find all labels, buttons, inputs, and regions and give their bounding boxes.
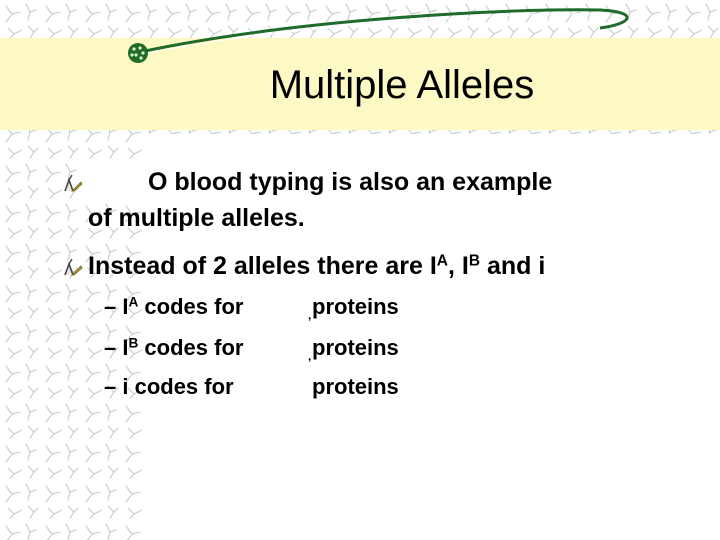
subbullet-1-result: proteins — [312, 294, 399, 319]
subbullet-2-result: proteins — [312, 335, 399, 360]
subbullet-2-blank-mark: , — [308, 349, 312, 363]
bullet-1-obscured-region — [86, 164, 148, 200]
bullet-1-line-2: of multiple alleles. — [88, 204, 305, 232]
subbullet-2: – $I^B$ codes for — [104, 335, 244, 360]
slide-title: Multiple Alleles — [269, 63, 535, 107]
subbullet-1: – $I^A$ codes for — [104, 294, 244, 319]
bullet-1-line-1: O blood typing is also an example — [148, 168, 553, 196]
subbullet-3-result: proteins — [312, 374, 399, 399]
pencil-bullet-icon — [62, 172, 84, 194]
pencil-bullet-icon — [62, 256, 84, 278]
bullet-2-text: Instead of 2 alleles there are $I^A$, $I^B$ and i — [88, 252, 546, 280]
subbullet-3: – i codes for — [104, 374, 234, 399]
subbullet-1-blank-mark: , — [308, 308, 312, 322]
